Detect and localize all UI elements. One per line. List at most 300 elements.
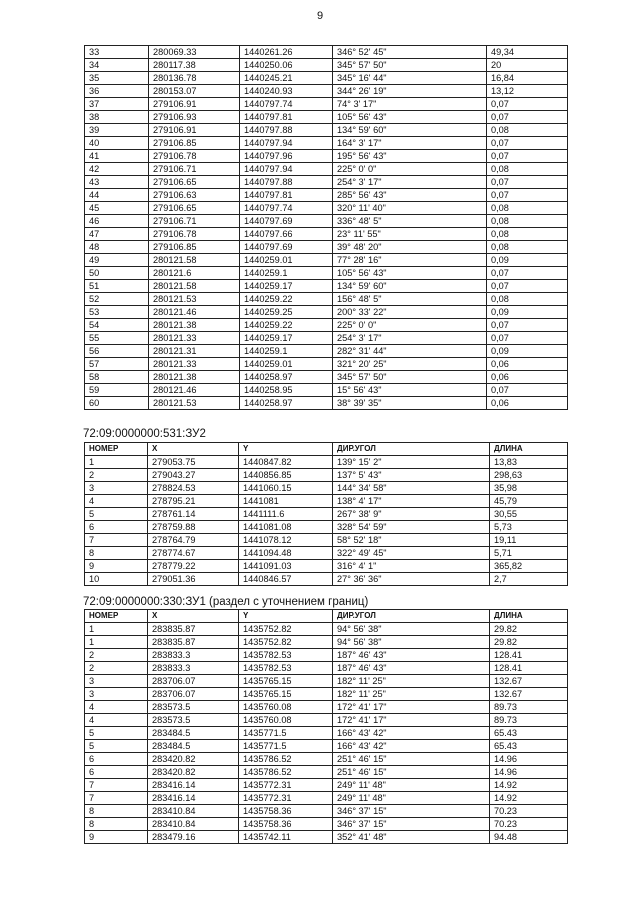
table-cell: 6 [85,766,148,779]
table-header-row [85,610,568,623]
table-cell: 1441081.08 [239,521,333,534]
table-row [85,189,568,202]
table-cell: 1435752.82 [239,636,333,649]
table-cell: 279106.91 [149,124,240,137]
table-cell: 0,09 [487,254,568,267]
table-row [85,547,568,560]
table-row [85,176,568,189]
table-cell: 345° 57' 50" [333,371,487,384]
table-cell: 5,73 [490,521,568,534]
table-row [85,740,568,753]
table-cell: 280136.78 [149,72,240,85]
table-cell: 137° 5' 43" [333,469,490,482]
table-row [85,228,568,241]
column-header: НОМЕР [85,443,148,456]
table-row [85,397,568,410]
table-cell: 249° 11' 48" [333,779,490,792]
table-cell: 172° 41' 17" [333,701,490,714]
table-cell: 0,07 [487,189,568,202]
column-header: ДЛИНА [490,610,568,623]
table-cell: 105° 56' 43" [333,111,487,124]
table-cell: 1 [85,456,148,469]
table-cell: 280121.38 [149,371,240,384]
table-row [85,766,568,779]
table-cell: 36 [85,85,149,98]
table-header-row [85,443,568,456]
table-cell: 280069.33 [149,46,240,59]
table-cell: 282° 31' 44" [333,345,487,358]
table-cell: 6 [85,521,148,534]
coordinates-table-zu1 [84,609,568,844]
table-cell: 8 [85,818,148,831]
table-cell: 345° 57' 50" [333,59,487,72]
table-cell: 172° 41' 17" [333,714,490,727]
table-cell: 345° 16' 44" [333,72,487,85]
table-cell: 0,08 [487,124,568,137]
table-cell: 1 [85,623,148,636]
table-cell: 38 [85,111,149,124]
table-cell: 1440259.22 [240,293,333,306]
table-cell: 164° 3' 17" [333,137,487,150]
page-number: 9 [316,10,324,22]
table-cell: 58° 52' 18" [333,534,490,547]
table-row [85,469,568,482]
table-cell: 1441060.15 [239,482,333,495]
table-cell: 285° 56' 43" [333,189,487,202]
table-row [85,150,568,163]
table-cell: 1440259.01 [240,358,333,371]
table-cell: 29.82 [490,636,568,649]
table-cell: 1435758.36 [239,818,333,831]
table-cell: 1440797.74 [240,98,333,111]
table-row [85,371,568,384]
table-cell: 58 [85,371,149,384]
table-cell: 89.73 [490,701,568,714]
table-cell: 321° 20' 25" [333,358,487,371]
table-cell: 1440797.88 [240,124,333,137]
table-cell: 280121.31 [149,345,240,358]
table-cell: 30,55 [490,508,568,521]
table-cell: 9 [85,560,148,573]
table-cell: 166° 43' 42" [333,727,490,740]
table-row [85,137,568,150]
table-cell: 1441091.03 [239,560,333,573]
table-cell: 1440797.88 [240,176,333,189]
table-cell: 13,83 [490,456,568,469]
table-cell: 37 [85,98,149,111]
table-cell: 1435772.31 [239,779,333,792]
table-cell: 187° 46' 43" [333,649,490,662]
table-cell: 279106.71 [149,163,240,176]
table-cell: 280121.33 [149,358,240,371]
table-cell: 1440847.82 [239,456,333,469]
table-cell: 39 [85,124,149,137]
table-cell: 1440797.81 [240,189,333,202]
table-row [85,662,568,675]
table-cell: 279043.27 [148,469,239,482]
table-cell: 74° 3' 17" [333,98,487,111]
table-cell: 128.41 [490,662,568,675]
table-cell: 279051.36 [148,573,239,586]
table-cell: 166° 43' 42" [333,740,490,753]
table-cell: 55 [85,332,149,345]
table-cell: 200° 33' 22" [333,306,487,319]
table-row [85,753,568,766]
table-cell: 328° 54' 59" [333,521,490,534]
table-cell: 1435760.08 [239,714,333,727]
table-cell: 1440846.57 [239,573,333,586]
table-cell: 182° 11' 25" [333,675,490,688]
table-cell: 49 [85,254,149,267]
table-cell: 7 [85,534,148,547]
table-cell: 1440259.17 [240,280,333,293]
table-cell: 0,06 [487,358,568,371]
table-cell: 283410.84 [148,805,239,818]
table-cell: 57 [85,358,149,371]
table-cell: 1435752.82 [239,623,333,636]
table-cell: 70.23 [490,818,568,831]
table-cell: 56 [85,345,149,358]
table-cell: 29.82 [490,623,568,636]
table-cell: 0,07 [487,384,568,397]
table-cell: 283416.14 [148,792,239,805]
table-cell: 1435742.11 [239,831,333,844]
table-row [85,573,568,586]
coordinates-table-continued [84,45,568,410]
table-cell: 54 [85,319,149,332]
table-row [85,727,568,740]
table-cell: 279106.71 [149,215,240,228]
table-cell: 352° 41' 48" [333,831,490,844]
table-cell: 14.96 [490,753,568,766]
table-row [85,124,568,137]
table-cell: 1440259.17 [240,332,333,345]
table-cell: 1440259.22 [240,319,333,332]
table-cell: 251° 46' 15" [333,753,490,766]
table-cell: 0,08 [487,293,568,306]
table-cell: 283573.5 [148,701,239,714]
table-cell: 278779.22 [148,560,239,573]
table-cell: 2 [85,469,148,482]
table-cell: 182° 11' 25" [333,688,490,701]
table-cell: 283416.14 [148,779,239,792]
table-cell: 1440797.96 [240,150,333,163]
table-cell: 1440245.21 [240,72,333,85]
table-row [85,701,568,714]
table-cell: 1440259.25 [240,306,333,319]
table-cell: 1435758.36 [239,805,333,818]
table-cell: 279053.75 [148,456,239,469]
table-cell: 1441081 [239,495,333,508]
table-cell: 1435765.15 [239,675,333,688]
table-cell: 1435786.52 [239,753,333,766]
table-cell: 41 [85,150,149,163]
table-cell: 280121.58 [149,254,240,267]
table-row [85,623,568,636]
column-header: ДИР.УГОЛ [333,610,490,623]
table-cell: 278764.79 [148,534,239,547]
table-cell: 20 [487,59,568,72]
table-cell: 280121.53 [149,293,240,306]
table-cell: 1440258.97 [240,371,333,384]
table-cell: 283833.3 [148,662,239,675]
table-cell: 51 [85,280,149,293]
table-row [85,534,568,547]
table-cell: 1435772.31 [239,792,333,805]
table-cell: 7 [85,779,148,792]
table-row [85,779,568,792]
table-cell: 283420.82 [148,766,239,779]
table-cell: 52 [85,293,149,306]
coordinates-table-zu2 [84,442,568,586]
table-cell: 320° 11' 40" [333,202,487,215]
table-row [85,688,568,701]
table-row [85,805,568,818]
table-cell: 1440258.97 [240,397,333,410]
table-cell: 59 [85,384,149,397]
table-cell: 322° 49' 45" [333,547,490,560]
table-cell: 0,07 [487,280,568,293]
table-cell: 139° 15' 2" [333,456,490,469]
table-cell: 2 [85,662,148,675]
table-cell: 298,63 [490,469,568,482]
table-cell: 42 [85,163,149,176]
table-cell: 283835.87 [148,636,239,649]
table-cell: 105° 56' 43" [333,267,487,280]
table-cell: 39° 48' 20" [333,241,487,254]
table-row [85,508,568,521]
table-cell: 1440797.81 [240,111,333,124]
table-cell: 1435771.5 [239,740,333,753]
table-caption-zu1: 72:09:0000000:330:ЗУ1 (раздел с уточнением границ) [83,596,369,608]
table-cell: 279106.91 [149,98,240,111]
table-cell: 1435782.53 [239,662,333,675]
table-cell: 1435771.5 [239,727,333,740]
table-row [85,111,568,124]
table-cell: 1440261.26 [240,46,333,59]
table-cell: 279106.65 [149,176,240,189]
table-row [85,649,568,662]
table-cell: 1435786.52 [239,766,333,779]
table-cell: 0,07 [487,332,568,345]
table-cell: 279106.78 [149,150,240,163]
table-cell: 283833.3 [148,649,239,662]
table-cell: 1440797.69 [240,241,333,254]
table-cell: 0,08 [487,202,568,215]
table-cell: 336° 48' 5" [333,215,487,228]
table-cell: 279106.78 [149,228,240,241]
table-row [85,202,568,215]
table-cell: 1440856.85 [239,469,333,482]
table-row [85,456,568,469]
table-cell: 9 [85,831,148,844]
table-cell: 283835.87 [148,623,239,636]
table-cell: 48 [85,241,149,254]
table-cell: 0,07 [487,267,568,280]
table-cell: 225° 0' 0" [333,319,487,332]
table-cell: 35,98 [490,482,568,495]
table-cell: 35 [85,72,149,85]
table-cell: 344° 26' 19" [333,85,487,98]
table-cell: 1440259.01 [240,254,333,267]
table-cell: 4 [85,714,148,727]
table-cell: 15° 56' 43" [333,384,487,397]
table-cell: 195° 56' 43" [333,150,487,163]
table-cell: 2 [85,649,148,662]
table-row [85,293,568,306]
table-cell: 1440797.69 [240,215,333,228]
table-cell: 280117.38 [149,59,240,72]
table-cell: 14.96 [490,766,568,779]
table-cell: 1440797.94 [240,163,333,176]
table-row [85,714,568,727]
table-cell: 1440797.66 [240,228,333,241]
table-cell: 283479.16 [148,831,239,844]
table-cell: 65.43 [490,740,568,753]
table-cell: 249° 11' 48" [333,792,490,805]
table-row [85,332,568,345]
table-cell: 0,07 [487,137,568,150]
table-cell: 132.67 [490,675,568,688]
table-cell: 16,84 [487,72,568,85]
table-cell: 1441094.48 [239,547,333,560]
table-row [85,59,568,72]
table-cell: 43 [85,176,149,189]
table-cell: 27° 36' 36" [333,573,490,586]
table-cell: 0,08 [487,163,568,176]
table-cell: 3 [85,482,148,495]
table-cell: 40 [85,137,149,150]
table-cell: 132.67 [490,688,568,701]
table-cell: 5 [85,727,148,740]
table-cell: 34 [85,59,149,72]
table-cell: 278774.67 [148,547,239,560]
table-row [85,306,568,319]
table-row [85,792,568,805]
table-cell: 346° 37' 15" [333,818,490,831]
table-cell: 1440259.1 [240,345,333,358]
table-cell: 94° 56' 38" [333,636,490,649]
table-cell: 225° 0' 0" [333,163,487,176]
table-cell: 46 [85,215,149,228]
table-cell: 156° 48' 5" [333,293,487,306]
table-cell: 60 [85,397,149,410]
table-cell: 47 [85,228,149,241]
table-cell: 6 [85,753,148,766]
table-cell: 53 [85,306,149,319]
table-row [85,358,568,371]
table-cell: 283706.07 [148,688,239,701]
table-cell: 5 [85,740,148,753]
table-cell: 187° 46' 43" [333,662,490,675]
table-row [85,280,568,293]
table-row [85,831,568,844]
table-cell: 283706.07 [148,675,239,688]
table-row [85,636,568,649]
table-cell: 10 [85,573,148,586]
table-cell: 280121.46 [149,384,240,397]
table-cell: 254° 3' 17" [333,332,487,345]
table-cell: 3 [85,688,148,701]
table-cell: 128.41 [490,649,568,662]
table-cell: 23° 11' 55" [333,228,487,241]
table-cell: 70.23 [490,805,568,818]
table-cell: 1435765.15 [239,688,333,701]
table-cell: 251° 46' 15" [333,766,490,779]
table-cell: 49,34 [487,46,568,59]
table-cell: 13,12 [487,85,568,98]
table-cell: 1440240.93 [240,85,333,98]
table-cell: 94° 56' 38" [333,623,490,636]
table-cell: 0,07 [487,98,568,111]
table-cell: 134° 59' 60" [333,280,487,293]
table-row [85,98,568,111]
column-header: X [148,610,239,623]
table-cell: 280121.53 [149,397,240,410]
table-row [85,345,568,358]
table-cell: 1440259.1 [240,267,333,280]
table-cell: 4 [85,701,148,714]
table-cell: 0,07 [487,111,568,124]
table-row [85,241,568,254]
table-cell: 280121.38 [149,319,240,332]
table-row [85,818,568,831]
table-cell: 1440797.74 [240,202,333,215]
table-cell: 2,7 [490,573,568,586]
table-cell: 138° 4' 17" [333,495,490,508]
table-cell: 33 [85,46,149,59]
table-cell: 8 [85,805,148,818]
table-cell: 267° 38' 9" [333,508,490,521]
table-row [85,267,568,280]
table-cell: 144° 34' 58" [333,482,490,495]
table-cell: 1440250.06 [240,59,333,72]
table-cell: 1435760.08 [239,701,333,714]
table-cell: 45 [85,202,149,215]
table-cell: 0,06 [487,371,568,384]
table-cell: 94.48 [490,831,568,844]
table-cell: 4 [85,495,148,508]
table-cell: 0,07 [487,319,568,332]
table-cell: 89.73 [490,714,568,727]
table-cell: 1441078.12 [239,534,333,547]
table-cell: 65.43 [490,727,568,740]
table-row [85,46,568,59]
table-cell: 278761.14 [148,508,239,521]
table-cell: 0,09 [487,306,568,319]
table-cell: 280121.58 [149,280,240,293]
table-cell: 5 [85,508,148,521]
table-cell: 365,82 [490,560,568,573]
table-cell: 283484.5 [148,740,239,753]
table-cell: 280121.6 [149,267,240,280]
table-caption-zu2: 72:09:0000000:531:ЗУ2 [83,428,206,440]
table-cell: 0,08 [487,241,568,254]
table-cell: 5,71 [490,547,568,560]
table-row [85,163,568,176]
table-row [85,72,568,85]
table-cell: 45,79 [490,495,568,508]
table-cell: 280121.33 [149,332,240,345]
table-row [85,495,568,508]
table-cell: 1441111.6 [239,508,333,521]
table-row [85,675,568,688]
table-row [85,215,568,228]
table-cell: 77° 28' 16" [333,254,487,267]
table-cell: 0,08 [487,215,568,228]
table-cell: 346° 37' 15" [333,805,490,818]
table-cell: 279106.85 [149,137,240,150]
